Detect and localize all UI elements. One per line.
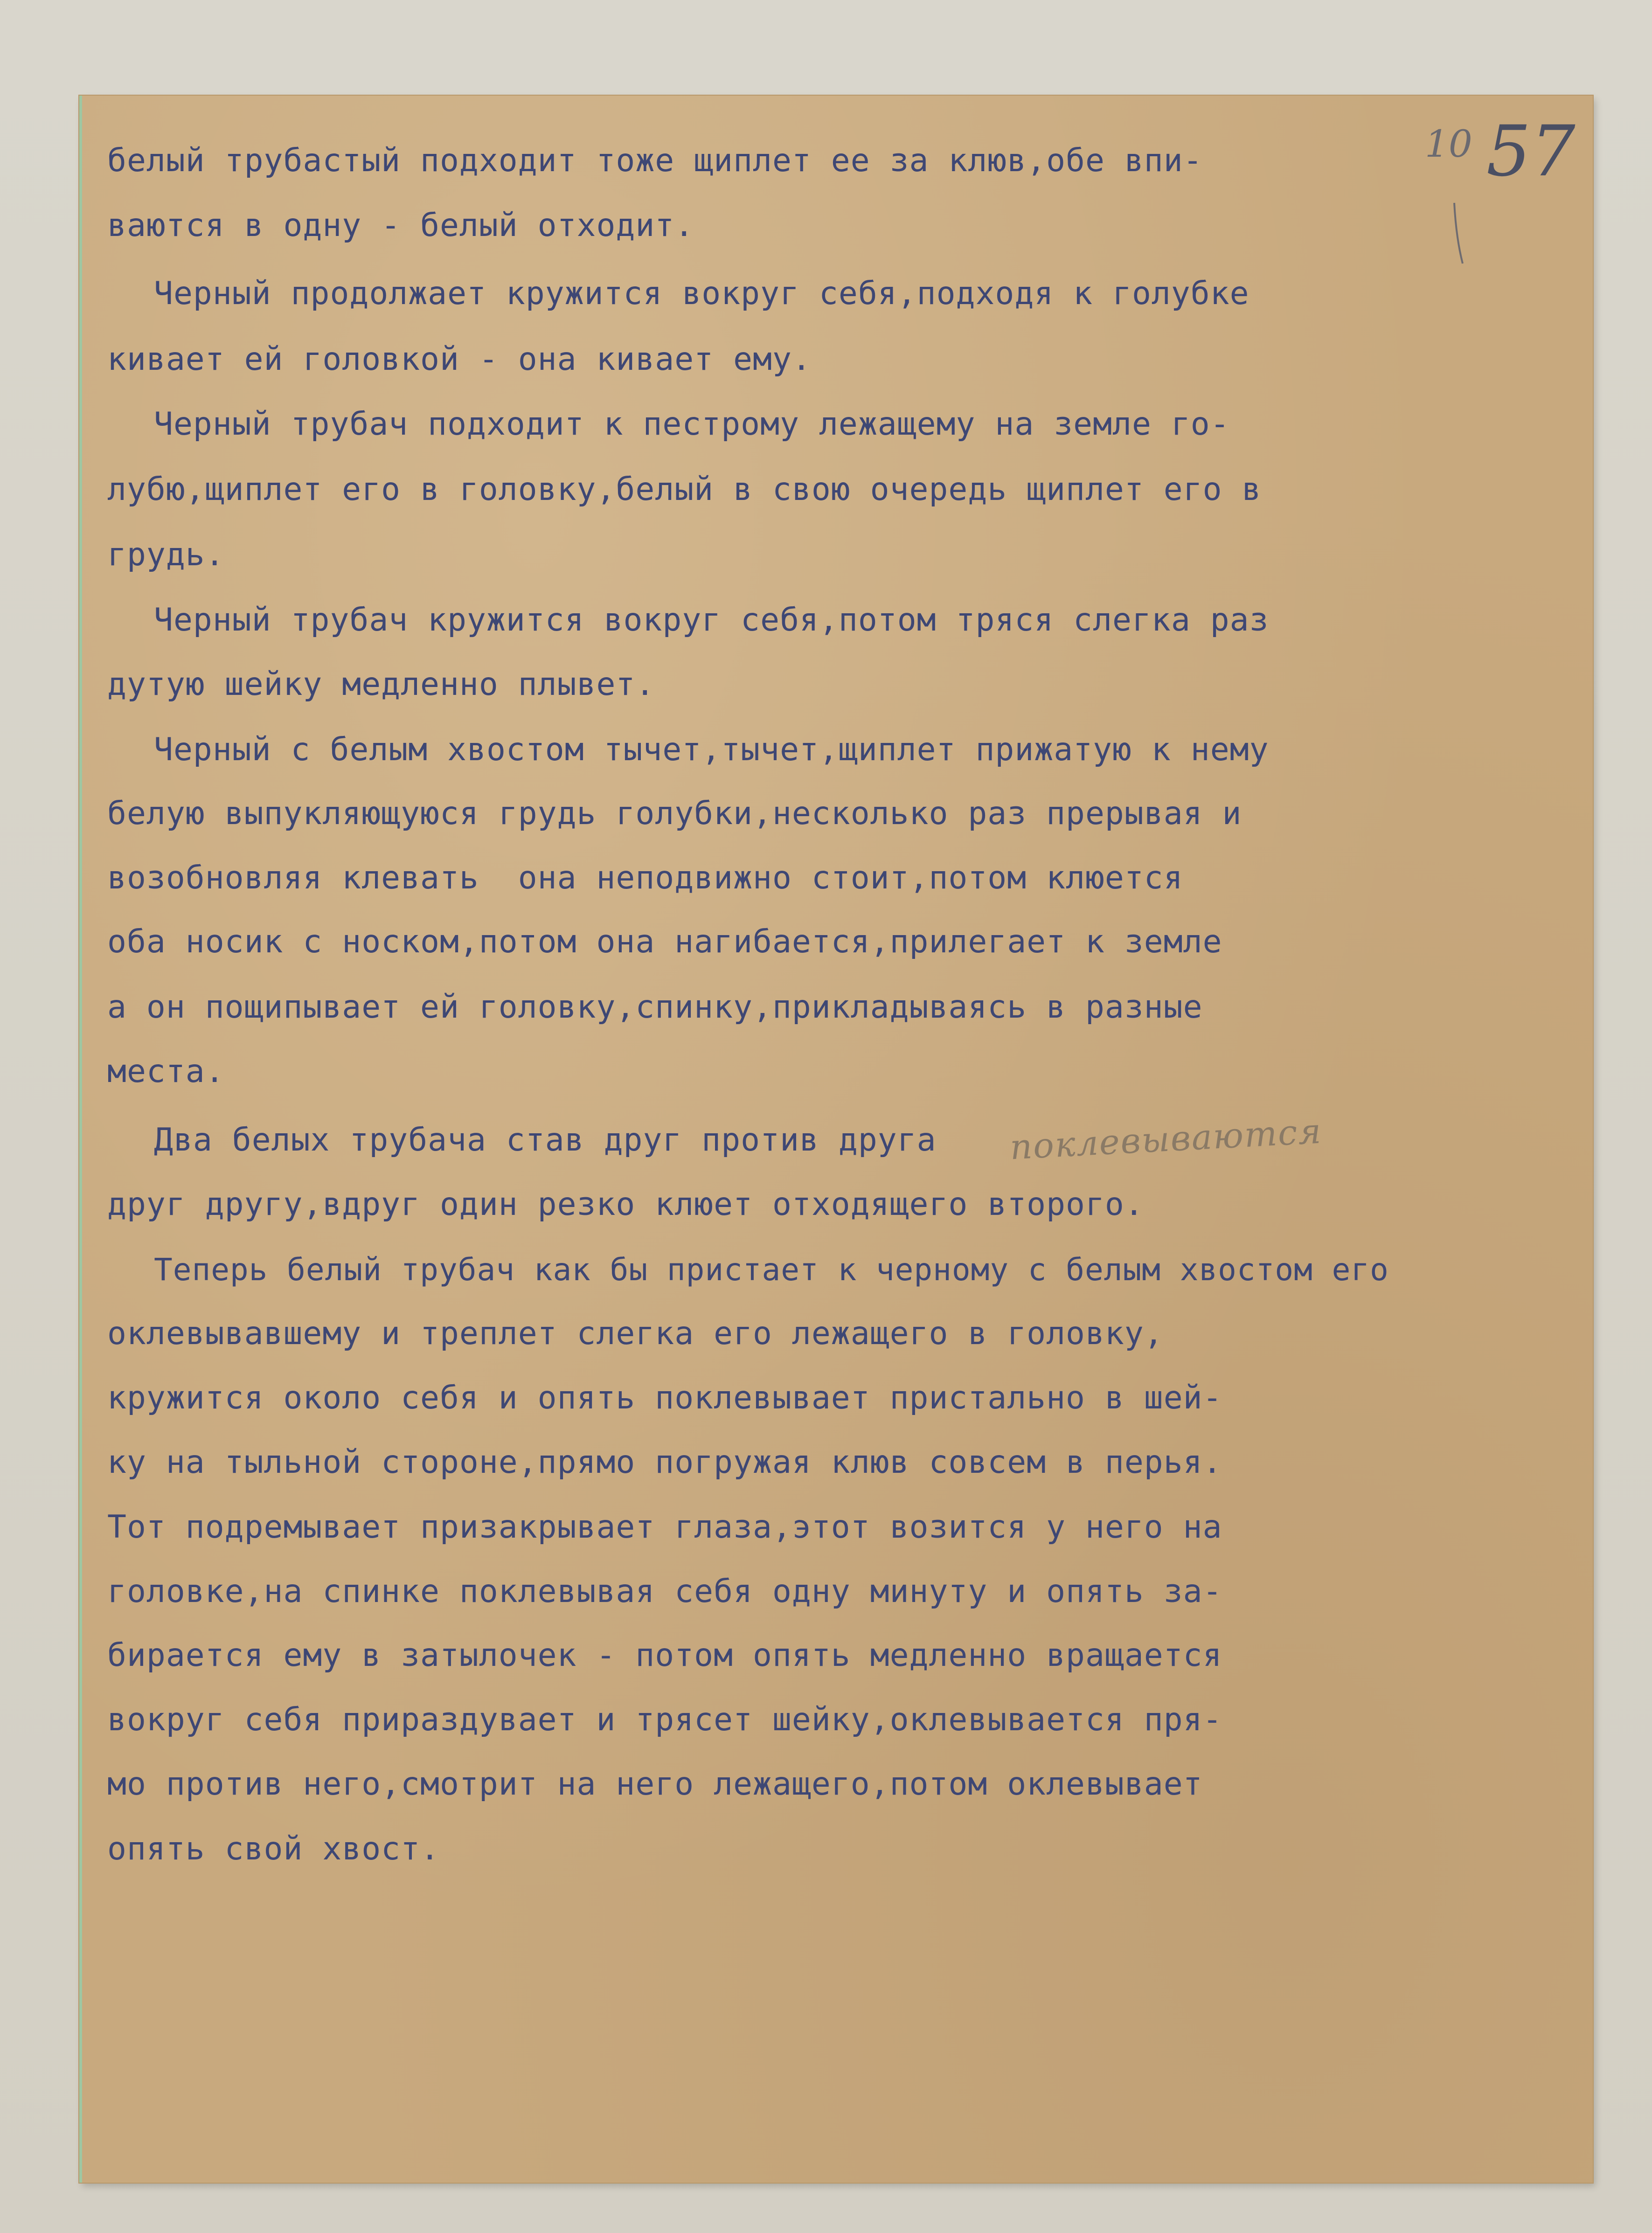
text-line: вокруг себя прираздувает и трясет шейку,оклевывается пря- — [107, 1701, 1222, 1738]
text-line: друг другу,вдруг один резко клюет отходящего второго. — [107, 1186, 1144, 1223]
text-line: Тот подремывает призакрывает глаза,этот возится у него на — [107, 1509, 1222, 1546]
text-line: Два белых трубача став друг против друга — [154, 1122, 937, 1158]
text-line: ваются в одну - белый отходит. — [107, 207, 694, 244]
archive-number-small: 10 — [1425, 122, 1472, 166]
text-line: белый трубастый подходит тоже щиплет ее за клюв,обе впи- — [107, 142, 1203, 179]
text-line: Черный продолжает кружится вокруг себя,подходя к голубке — [154, 275, 1249, 312]
pencil-check-mark — [1451, 201, 1469, 266]
archive-number-main: 57 — [1486, 111, 1576, 192]
text-line: белую выпукляющуюся грудь голубки,несколько раз прерывая и — [107, 795, 1242, 832]
text-line: опять свой хвост. — [107, 1831, 440, 1867]
text-line: кивает ей головкой - она кивает ему. — [107, 341, 812, 378]
text-line: Теперь белый трубач как бы пристает к черному с белым хвостом его — [154, 1252, 1389, 1288]
text-line: возобновляя клевать она неподвижно стоит,потом клюется — [107, 860, 1183, 896]
text-line: лубю,щиплет его в головку,белый в свою очередь щиплет его в — [107, 471, 1262, 508]
text-line: оба носик с носком,потом она нагибается,прилегает к земле — [107, 923, 1222, 960]
text-line: головке,на спинке поклевывая себя одну минуту и опять за- — [107, 1573, 1222, 1610]
text-line: бирается ему в затылочек - потом опять медленно вращается — [107, 1637, 1222, 1674]
text-line: кружится около себя и опять поклевывает пристально в шей- — [107, 1380, 1222, 1416]
text-line: а он пощипывает ей головку,спинку,прикладываясь в разные — [107, 989, 1203, 1026]
archive-page-number — [1425, 111, 1576, 192]
text-line: места. — [107, 1053, 225, 1090]
text-line: Черный трубач кружится вокруг себя,потом тряся слегка раз — [154, 602, 1269, 638]
handwritten-insertion: поклевываются — [1009, 1111, 1323, 1168]
text-line: Черный трубач подходит к пестрому лежащему на земле го- — [154, 406, 1230, 443]
text-line: грудь. — [107, 536, 225, 573]
text-line: оклевывавшему и треплет слегка его лежащего в головку, — [107, 1315, 1164, 1352]
text-line: ку на тыльной стороне,прямо погружая клюв совсем в перья. — [107, 1444, 1222, 1481]
text-line: мо против него,смотрит на него лежащего,потом оклевывает — [107, 1766, 1203, 1803]
text-line: Черный с белым хвостом тычет,тычет,щиплет прижатую к нему — [154, 731, 1269, 768]
text-line: дутую шейку медленно плывет. — [107, 666, 655, 703]
